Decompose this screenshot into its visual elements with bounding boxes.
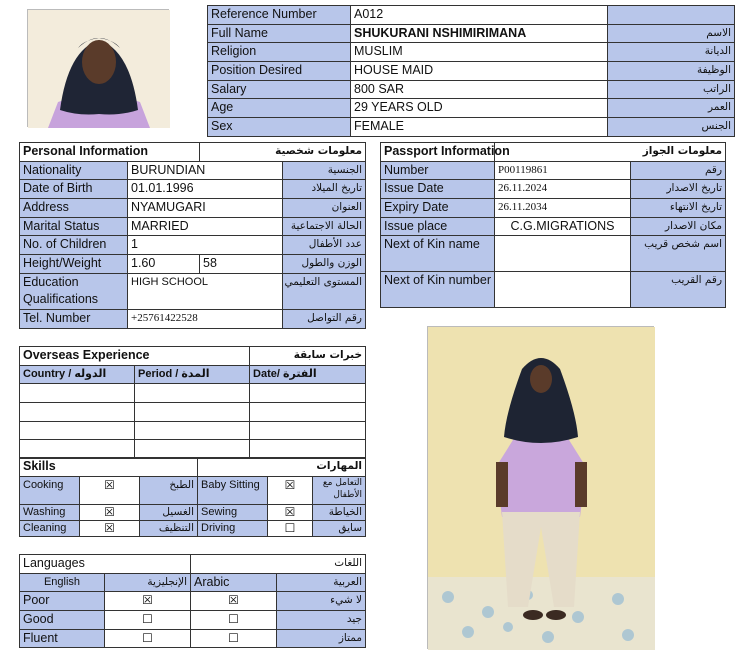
tel-label: Tel. Number bbox=[20, 309, 128, 328]
languages-title: Languages bbox=[20, 555, 191, 574]
expiry-date-ar: تاريخ الانتهاء bbox=[631, 199, 726, 218]
table-row bbox=[20, 384, 366, 403]
address-ar: العنوان bbox=[283, 199, 366, 218]
kin-number-label: Next of Kin number bbox=[381, 272, 495, 308]
education-value: HIGH SCHOOL bbox=[128, 273, 283, 309]
skill-cleaning-checkbox[interactable]: ☒ bbox=[80, 520, 140, 536]
skill-sewing-ar: الخياطة bbox=[313, 504, 366, 520]
religion-ar: الديانة bbox=[608, 43, 735, 62]
skill-babysitting-checkbox[interactable]: ☒ bbox=[268, 476, 313, 504]
col-period: Period / المدة bbox=[135, 365, 250, 384]
skills-table bbox=[19, 457, 366, 537]
full-body-photo bbox=[427, 326, 654, 649]
tel-value: +25761422528 bbox=[128, 309, 283, 328]
skills-title-ar: المهارات bbox=[198, 458, 366, 477]
overseas-title-ar: خبرات سابقة bbox=[250, 347, 366, 366]
skill-washing-label: Washing bbox=[20, 504, 80, 520]
skill-washing-checkbox[interactable]: ☒ bbox=[80, 504, 140, 520]
kin-name-value bbox=[495, 236, 631, 272]
arabic-label: Arabic bbox=[191, 573, 277, 592]
portrait-photo bbox=[27, 9, 169, 127]
issue-place-label: Issue place bbox=[381, 217, 495, 236]
passport-info-title-ar: معلومات الجواز bbox=[495, 143, 726, 162]
marital-value: MARRIED bbox=[128, 217, 283, 236]
table-row bbox=[20, 403, 366, 422]
religion-label: Religion bbox=[208, 43, 351, 62]
skill-cleaning-label: Cleaning bbox=[20, 520, 80, 536]
reference-number-label: Reference Number bbox=[208, 6, 351, 25]
languages-title-ar: اللغات bbox=[191, 555, 366, 574]
position-value: HOUSE MAID bbox=[351, 62, 608, 81]
personal-info-title-ar: معلومات شخصية bbox=[200, 143, 366, 162]
passport-info-title: Passport Information bbox=[381, 143, 495, 162]
issue-place-value: C.G.MIGRATIONS bbox=[495, 217, 631, 236]
issue-date-value: 26.11.2024 bbox=[495, 180, 631, 199]
personal-info-title: Personal Information bbox=[20, 143, 200, 162]
languages-table bbox=[19, 554, 366, 648]
sex-value: FEMALE bbox=[351, 118, 608, 137]
overseas-table bbox=[19, 346, 366, 459]
position-ar: الوظيفة bbox=[608, 62, 735, 81]
lang-fluent-english-checkbox[interactable]: ☐ bbox=[105, 629, 191, 648]
lang-fluent-arabic-checkbox[interactable]: ☐ bbox=[191, 629, 277, 648]
lang-fluent-ar: ممتاز bbox=[277, 629, 366, 648]
children-value: 1 bbox=[128, 236, 283, 255]
sex-ar: الجنس bbox=[608, 118, 735, 137]
salary-ar: الراتب bbox=[608, 80, 735, 99]
lang-good-ar: جيد bbox=[277, 611, 366, 630]
weight-value: 58 bbox=[200, 255, 283, 274]
lang-good-english-checkbox[interactable]: ☐ bbox=[105, 611, 191, 630]
sex-label: Sex bbox=[208, 118, 351, 137]
expiry-date-label: Expiry Date bbox=[381, 199, 495, 218]
kin-name-label: Next of Kin name bbox=[381, 236, 495, 272]
skills-title: Skills bbox=[20, 458, 198, 477]
skill-babysitting-ar: التعامل مع الأطفال bbox=[313, 476, 366, 504]
overseas-title: Overseas Experience bbox=[20, 347, 250, 366]
passport-number-value: P00119861 bbox=[495, 161, 631, 180]
marital-label: Marital Status bbox=[20, 217, 128, 236]
dob-label: Date of Birth bbox=[20, 180, 128, 199]
height-value: 1.60 bbox=[128, 255, 200, 274]
children-label: No. of Children bbox=[20, 236, 128, 255]
reference-number-ar bbox=[608, 6, 735, 25]
skill-sewing-checkbox[interactable]: ☒ bbox=[268, 504, 313, 520]
nationality-ar: الجنسية bbox=[283, 161, 366, 180]
nationality-label: Nationality bbox=[20, 161, 128, 180]
issue-date-label: Issue Date bbox=[381, 180, 495, 199]
full-name-ar: الاسم bbox=[608, 24, 735, 43]
address-value: NYAMUGARI bbox=[128, 199, 283, 218]
kin-number-ar: رقم القريب bbox=[631, 272, 726, 308]
main-info-table bbox=[207, 5, 735, 137]
religion-value: MUSLIM bbox=[351, 43, 608, 62]
skill-cooking-label: Cooking bbox=[20, 476, 80, 504]
dob-ar: تاريخ الميلاد bbox=[283, 180, 366, 199]
dob-value: 01.01.1996 bbox=[128, 180, 283, 199]
age-label: Age bbox=[208, 99, 351, 118]
reference-number-value: A012 bbox=[351, 6, 608, 25]
salary-label: Salary bbox=[208, 80, 351, 99]
lang-good-label: Good bbox=[20, 611, 105, 630]
passport-number-label: Number bbox=[381, 161, 495, 180]
skill-babysitting-label: Baby Sitting bbox=[198, 476, 268, 504]
tel-ar: رقم التواصل bbox=[283, 309, 366, 328]
english-ar: الإنجليزية bbox=[105, 573, 191, 592]
col-date: Date/ الفترة bbox=[250, 365, 366, 384]
education-label: Education Qualifications bbox=[20, 273, 128, 309]
marital-ar: الحالة الاجتماعية bbox=[283, 217, 366, 236]
children-ar: عدد الأطفال bbox=[283, 236, 366, 255]
lang-poor-english-checkbox[interactable]: ☒ bbox=[105, 592, 191, 611]
table-row bbox=[20, 421, 366, 440]
table-row bbox=[20, 440, 366, 459]
full-name-label: Full Name bbox=[208, 24, 351, 43]
height-weight-label: Height/Weight bbox=[20, 255, 128, 274]
salary-value: 800 SAR bbox=[351, 80, 608, 99]
skill-washing-ar: الغسيل bbox=[140, 504, 198, 520]
passport-info-table bbox=[380, 142, 726, 308]
skill-driving-label: Driving bbox=[198, 520, 268, 536]
english-label: English bbox=[20, 573, 105, 592]
skill-cooking-ar: الطبخ bbox=[140, 476, 198, 504]
skill-driving-checkbox[interactable]: ☐ bbox=[268, 520, 313, 536]
lang-fluent-label: Fluent bbox=[20, 629, 105, 648]
skill-sewing-label: Sewing bbox=[198, 504, 268, 520]
arabic-ar: العربية bbox=[277, 573, 366, 592]
height-weight-ar: الوزن والطول bbox=[283, 255, 366, 274]
expiry-date-value: 26.11.2034 bbox=[495, 199, 631, 218]
issue-place-ar: مكان الاصدار bbox=[631, 217, 726, 236]
passport-number-ar: رقم bbox=[631, 161, 726, 180]
address-label: Address bbox=[20, 199, 128, 218]
skill-cleaning-ar: التنظيف bbox=[140, 520, 198, 536]
lang-poor-ar: لا شيء bbox=[277, 592, 366, 611]
position-label: Position Desired bbox=[208, 62, 351, 81]
kin-number-value bbox=[495, 272, 631, 308]
education-ar: المستوى التعليمي bbox=[283, 273, 366, 309]
kin-name-ar: اسم شخص قريب bbox=[631, 236, 726, 272]
issue-date-ar: تاريخ الاصدار bbox=[631, 180, 726, 199]
full-name-value: SHUKURANI NSHIMIRIMANA bbox=[351, 24, 608, 43]
lang-poor-arabic-checkbox[interactable]: ☒ bbox=[191, 592, 277, 611]
nationality-value: BURUNDIAN bbox=[128, 161, 283, 180]
age-value: 29 YEARS OLD bbox=[351, 99, 608, 118]
lang-poor-label: Poor bbox=[20, 592, 105, 611]
skill-driving-ar: سايق bbox=[313, 520, 366, 536]
age-ar: العمر bbox=[608, 99, 735, 118]
skill-cooking-checkbox[interactable]: ☒ bbox=[80, 476, 140, 504]
personal-info-table bbox=[19, 142, 366, 329]
col-country: Country / الدوله bbox=[20, 365, 135, 384]
lang-good-arabic-checkbox[interactable]: ☐ bbox=[191, 611, 277, 630]
